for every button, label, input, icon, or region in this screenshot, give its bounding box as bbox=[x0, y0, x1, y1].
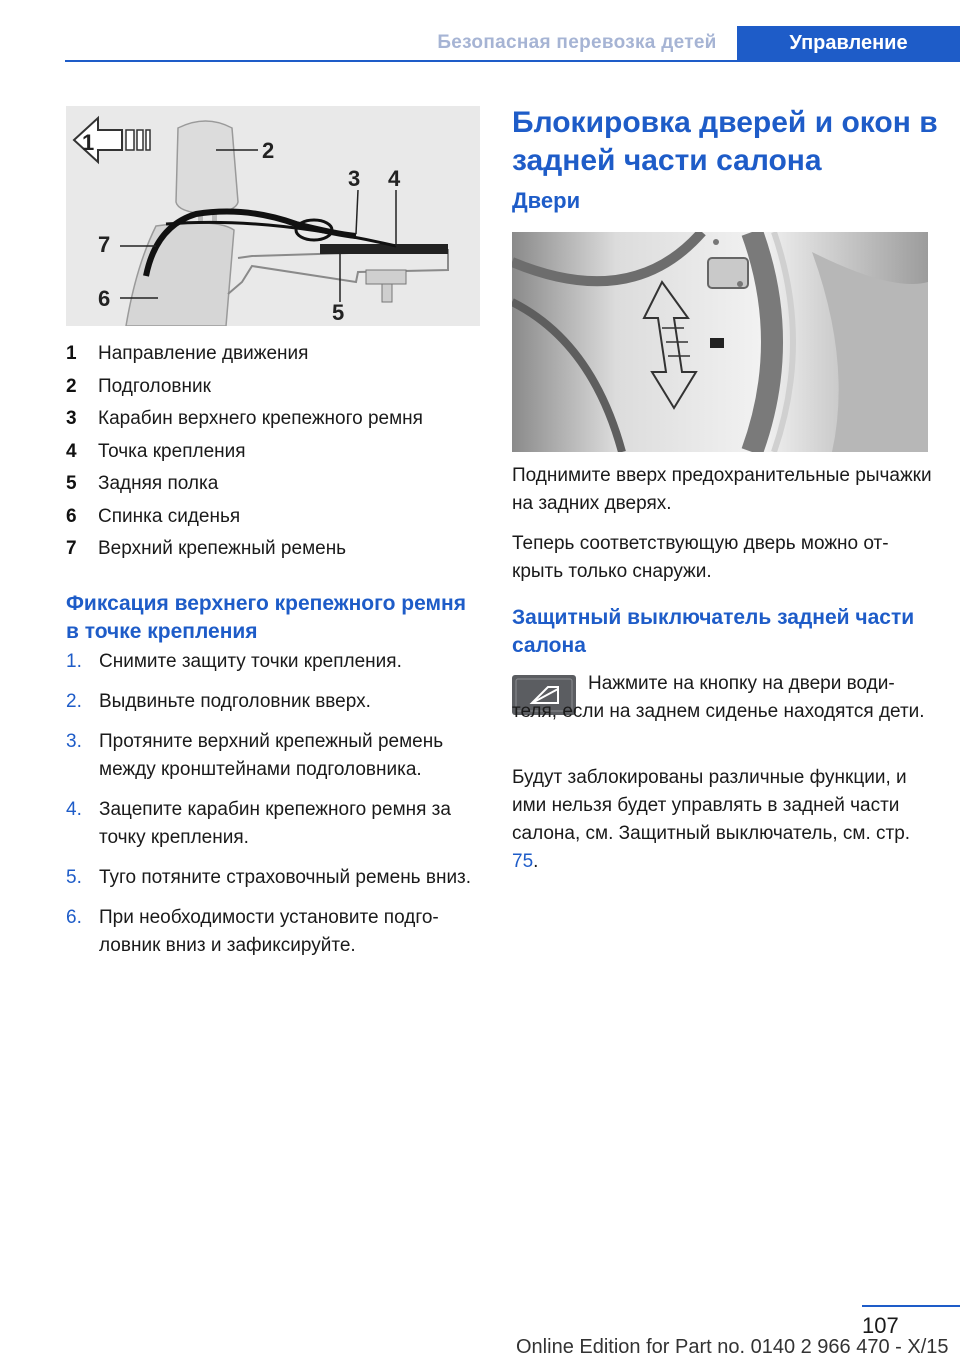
step-number: 6. bbox=[66, 907, 82, 928]
legend-item bbox=[66, 436, 466, 469]
step-item bbox=[66, 688, 476, 716]
legend-number: 4 bbox=[66, 440, 77, 462]
seat-back-shape bbox=[126, 223, 234, 326]
rear-shelf-shape bbox=[228, 250, 448, 294]
step-number: 5. bbox=[66, 867, 82, 888]
switch-paragraph-1: Нажмите на кнопку на двери водителя, если на заднем сиденье находятся дети. bbox=[512, 673, 925, 722]
legend-item bbox=[66, 468, 466, 501]
page-75-link[interactable]: 75 bbox=[512, 851, 534, 872]
switch-paragraph-2-text: Будут заблокированы различные функции, и ими нельзя будет управлять в задней части салона, см. Защитный выключатель, см. стр. bbox=[512, 767, 911, 844]
step-item bbox=[66, 728, 476, 784]
step-number: 1. bbox=[66, 651, 82, 672]
door-lever-figure bbox=[512, 232, 928, 452]
legend-text: Подголовник bbox=[98, 375, 211, 397]
figure-label-2: 2 bbox=[262, 138, 275, 163]
legend-text: Спинка сиденья bbox=[98, 505, 241, 527]
step-number: 4. bbox=[66, 799, 82, 820]
page-number-rule bbox=[862, 1305, 960, 1307]
header-divider bbox=[65, 60, 960, 62]
step-text: Выдвиньте подголовник вверх. bbox=[99, 691, 371, 712]
child-lock-lever bbox=[710, 338, 724, 348]
child-safety-switch-title: Защитный выключатель задней части салона bbox=[512, 606, 915, 657]
switch-paragraph-2-end: . bbox=[533, 851, 539, 872]
locking-title: Блокировка дверей и окон в задней части салона bbox=[512, 106, 938, 177]
doors-paragraph-1: Поднимите вверх предохранительные рычажки на задних дверях. bbox=[512, 465, 932, 514]
step-text: Протяните верхний крепежный ремень между кронштейнами подголовника. bbox=[99, 731, 444, 780]
switch-paragraph-2 bbox=[512, 764, 932, 876]
figure-label-7: 7 bbox=[98, 232, 111, 257]
figure-legend bbox=[66, 338, 466, 566]
figure-label-1: 1 bbox=[82, 130, 95, 155]
step-number: 3. bbox=[66, 731, 82, 752]
figure-label-4: 4 bbox=[388, 166, 401, 191]
step-item bbox=[66, 904, 476, 960]
step-text: Туго потяните страховочный ремень вниз. bbox=[99, 867, 472, 888]
fixation-steps bbox=[66, 648, 476, 972]
anchor-bracket bbox=[320, 244, 448, 254]
legend-text: Карабин верхнего крепежного ремня bbox=[98, 408, 423, 430]
fixation-heading: Фиксация верхнего крепежного ремня в точке крепления bbox=[66, 592, 466, 643]
legend-text: Верхний крепежный ремень bbox=[98, 538, 347, 560]
top-tether-figure bbox=[66, 106, 480, 326]
legend-text: Точка крепления bbox=[98, 440, 246, 462]
legend-number: 7 bbox=[66, 538, 77, 560]
step-item bbox=[66, 796, 476, 852]
legend-number: 1 bbox=[66, 343, 77, 365]
legend-text: Задняя полка bbox=[98, 473, 219, 495]
headrest-shape bbox=[176, 121, 238, 214]
legend-number: 2 bbox=[66, 375, 77, 397]
legend-item bbox=[66, 533, 466, 566]
legend-text: Направление движения bbox=[98, 343, 309, 365]
legend-number: 6 bbox=[66, 505, 77, 527]
door-lever-illustration bbox=[512, 232, 928, 452]
figure-label-3: 3 bbox=[348, 166, 361, 191]
step-item bbox=[66, 864, 476, 892]
page-number: 107 bbox=[862, 1313, 899, 1338]
header-chapter-tab[interactable]: Управление bbox=[737, 26, 960, 60]
figure-label-6: 6 bbox=[98, 286, 111, 311]
header-section-tab[interactable]: Безопасная перевозка детей bbox=[418, 26, 736, 60]
figure-label-5: 5 bbox=[332, 300, 345, 325]
legend-number: 3 bbox=[66, 408, 77, 430]
doors-title: Двери bbox=[512, 188, 581, 213]
step-item bbox=[66, 648, 476, 676]
doors-paragraph-2: Теперь соответствующую дверь можно открыть только снаружи. bbox=[512, 533, 889, 582]
legend-number: 5 bbox=[66, 473, 77, 495]
step-text: При необходимости установите подголовник вниз и зафиксируйте. bbox=[99, 907, 439, 956]
step-number: 2. bbox=[66, 691, 82, 712]
legend-item bbox=[66, 338, 466, 371]
legend-item bbox=[66, 501, 466, 534]
legend-item bbox=[66, 371, 466, 404]
footer-edition: Online Edition for Part no. 0140 2 966 470 - X/15 bbox=[516, 1336, 949, 1358]
step-text: Снимите защиту точки крепления. bbox=[99, 651, 402, 672]
step-text: Зацепите карабин крепежного ремня за точку крепления. bbox=[99, 799, 451, 848]
top-tether-diagram bbox=[66, 106, 480, 326]
legend-item bbox=[66, 403, 466, 436]
